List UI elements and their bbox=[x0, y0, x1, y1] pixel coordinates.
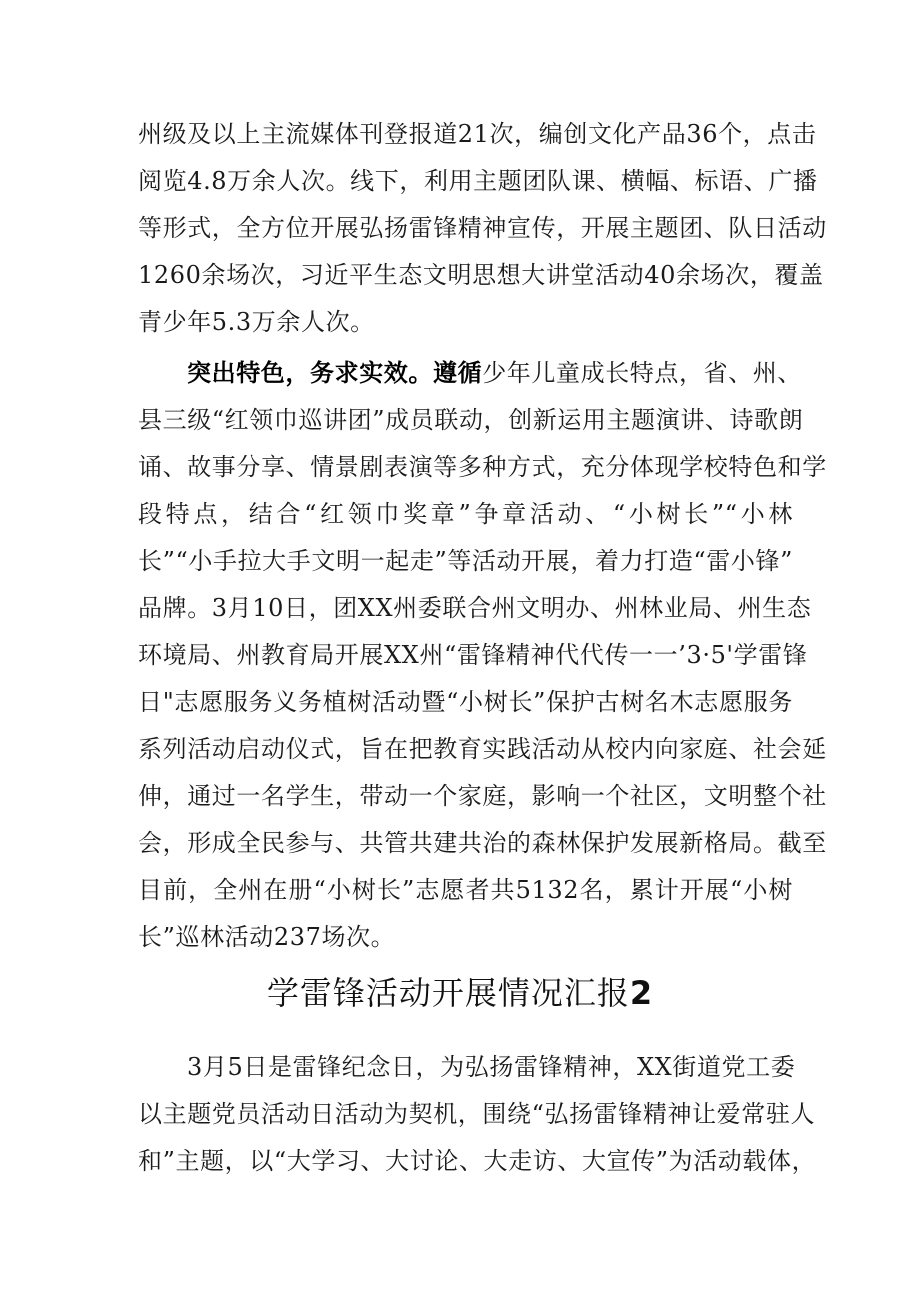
paragraph-line: 品牌。3月10日，团XX州委联合州文明办、州林业局、州生态 bbox=[138, 594, 812, 622]
paragraph-line: 会，形成全民参与、共管共建共治的森林保护发展新格局。截至 bbox=[138, 829, 827, 857]
paragraph-line: 伸，通过一名学生，带动一个家庭，影响一个社区，文明整个社 bbox=[138, 782, 827, 810]
paragraph-line: 环境局、州教育局开展XX州“雷锋精神代代传一一’3·5'学雷锋 bbox=[138, 641, 808, 669]
paragraph-line: 系列活动启动仪式，旨在把教育实践活动从校内向家庭、社会延 bbox=[138, 735, 827, 763]
paragraph-line: 段特点，结合“红领巾奖章”争章活动、“小树长”“小林 bbox=[138, 500, 793, 528]
paragraph-line: 青少年5.3万余人次。 bbox=[138, 308, 375, 336]
paragraph-line: 3月5日是雷锋纪念日，为弘扬雷锋精神，XX街道党工委 bbox=[187, 1053, 796, 1081]
paragraph-line: 县三级“红领巾巡讲团”成员联动，创新运用主题演讲、诗歌朗 bbox=[138, 406, 804, 434]
paragraph-line: 日"志愿服务义务植树活动暨“小树长”保护古树名木志愿服务 bbox=[138, 688, 793, 716]
paragraph-line: 和”主题，以“大学习、大讨论、大走访、大宣传”为活动载体， bbox=[138, 1147, 817, 1175]
paragraph-line: 诵、故事分享、情景剧表演等多种方式，充分体现学校特色和学 bbox=[138, 453, 827, 481]
paragraph-line: 阅览4.8万余人次。线下，利用主题团队课、横幅、标语、广播 bbox=[138, 167, 818, 195]
paragraph-line: 1260余场次，习近平生态文明思想大讲堂活动40余场次，覆盖 bbox=[138, 261, 824, 289]
paragraph-line: 以主题党员活动日活动为契机，围绕“弘扬雷锋精神让爱常驻人 bbox=[138, 1100, 816, 1128]
section-title-text: 学雷锋活动开展情况汇报 bbox=[266, 974, 630, 1012]
paragraph-lead-line bbox=[187, 358, 803, 388]
section-title bbox=[0, 973, 920, 1013]
paragraph-line: 长”巡林活动237场次。 bbox=[138, 923, 396, 951]
paragraph-line: 等形式，全方位开展弘扬雷锋精神宣传，开展主题团、队日活动 bbox=[138, 214, 827, 242]
paragraph-lead-text: 少年儿童成长特点，省、州、 bbox=[482, 359, 803, 387]
paragraph-line: 长”“小手拉大手文明一起走”等活动开展，着力打造“雷小锋” bbox=[138, 547, 793, 575]
paragraph-line: 州级及以上主流媒体刊登报道21次，编创文化产品36个，点击 bbox=[138, 120, 817, 148]
section-title-number: 2 bbox=[629, 974, 654, 1012]
paragraph-line: 目前，全州在册“小树长”志愿者共5132名，累计开展“小树 bbox=[138, 876, 793, 904]
paragraph-lead-heading: 突出特色，务求实效。遵循 bbox=[187, 358, 483, 387]
